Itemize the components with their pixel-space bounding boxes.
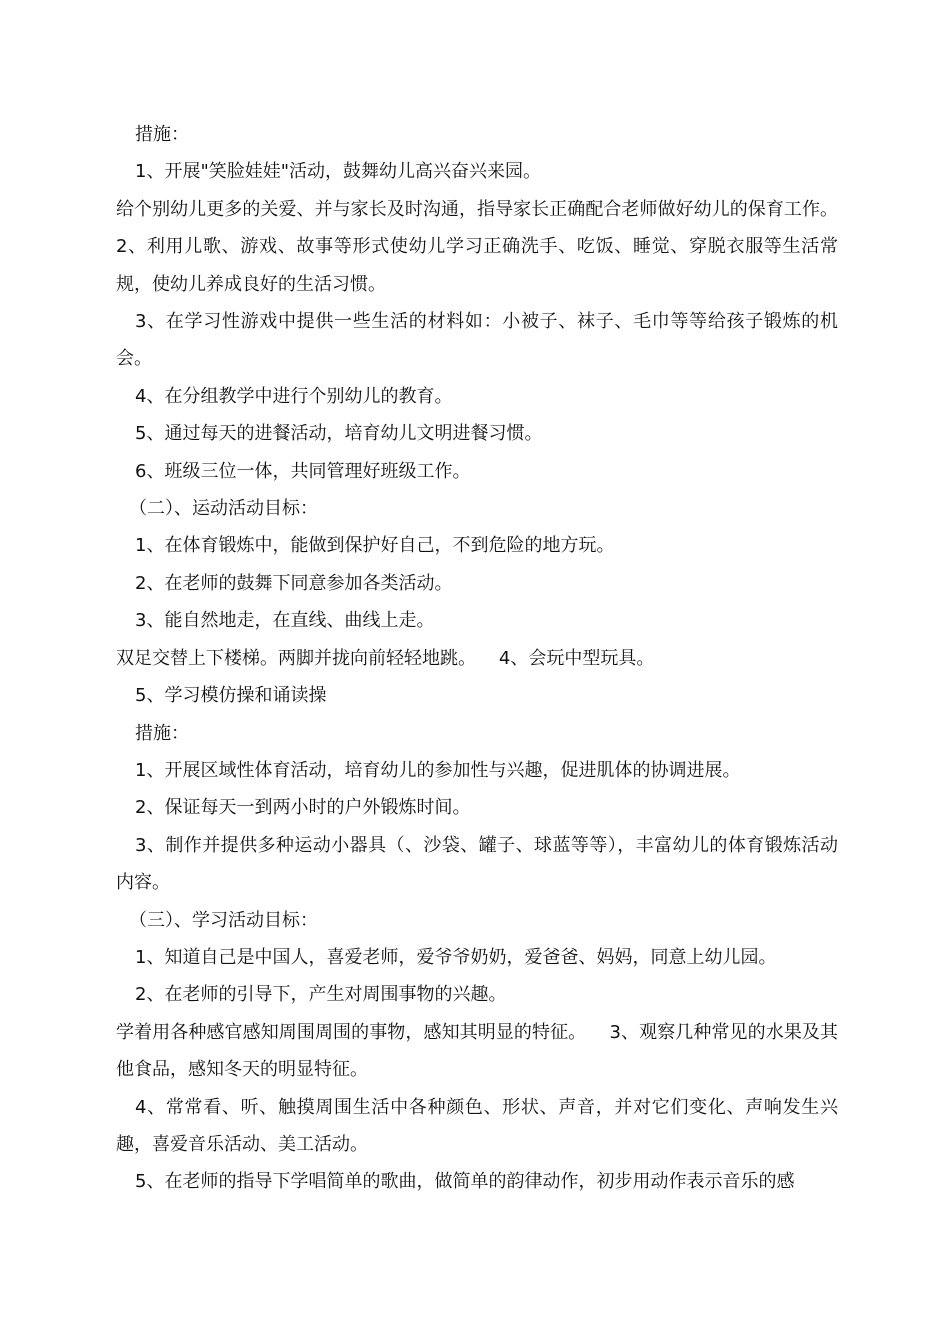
paragraph-item: 2、保证每天一到两小时的户外锻炼时间。 [135,797,471,819]
paragraph-item: 学着用各种感官感知周围周围的事物，感知其明显的特征。 3、观察几种常见的水果及其他食品，感知冬天的明显特征。 [116,1021,838,1081]
document-body [116,116,861,1201]
paragraph-item: 6、班级三位一体，共同管理好班级工作。 [135,460,471,482]
paragraph-item: 5、通过每天的进餐活动，培育幼儿文明进餐习惯。 [135,423,543,445]
paragraph-item: 4、常常看、听、触摸周围生活中各种颜色、形状、声音，并对它们变化、声响发生兴趣，喜爱音乐活动、美工活动。 [116,1096,838,1155]
paragraph-item: 5、在老师的指导下学唱简单的歌曲，做简单的韵律动作，初步用动作表示音乐的感 [135,1171,795,1193]
paragraph-item: 4、在分组教学中进行个别幼儿的教育。 [135,385,453,407]
paragraph-measures-heading: 措施： [135,722,189,744]
paragraph-item: 3、制作并提供多种运动小器具（、沙袋、罐子、球蓝等等），丰富幼儿的体育锻炼活动内容。 [116,834,838,894]
paragraph-item: 2、在老师的鼓舞下同意参加各类活动。 [135,572,453,594]
paragraph-measures-heading: 措施： [135,124,189,145]
paragraph-item: 1、知道自己是中国人，喜爱老师，爱爷爷奶奶，爱爸爸、妈妈，同意上幼儿园。 [135,946,777,968]
paragraph-item: 1、在体育锻炼中，能做到保护好自己，不到危险的地方玩。 [135,535,615,557]
paragraph-item: 3、在学习性游戏中提供一些生活的材料如：小被子、袜子、毛巾等等给孩子锻炼的机会。 [116,311,838,370]
paragraph-item: 给个别幼儿更多的关爱、并与家长及时沟通，指导家长正确配合老师做好幼儿的保育工作。 2、利用儿歌、游戏、故事等形式使幼儿学习正确洗手、吃饭、睡觉、穿脱衣服等生活常规，使幼儿养成良好的生活习惯。 [116,198,861,295]
paragraph-item: 1、开展区域性体育活动，培育幼儿的参加性与兴趣，促进肌体的协调进展。 [135,759,741,781]
paragraph-item: 双足交替上下楼梯。两脚并拢向前轻轻地跳。 4、会玩中型玩具。 [116,647,655,669]
section-heading-learning-goals: （三）、学习活动目标： [129,909,318,931]
paragraph-item: 5、学习模仿操和诵读操 [135,685,327,707]
paragraph-item: 1、开展"笑脸娃娃"活动，鼓舞幼儿高兴奋兴来园。 [135,161,542,183]
paragraph-item: 2、在老师的引导下，产生对周围事物的兴趣。 [135,984,507,1006]
section-heading-sports-goals: （二）、运动活动目标： [129,498,318,520]
paragraph-item: 3、能自然地走，在直线、曲线上走。 [135,610,435,632]
